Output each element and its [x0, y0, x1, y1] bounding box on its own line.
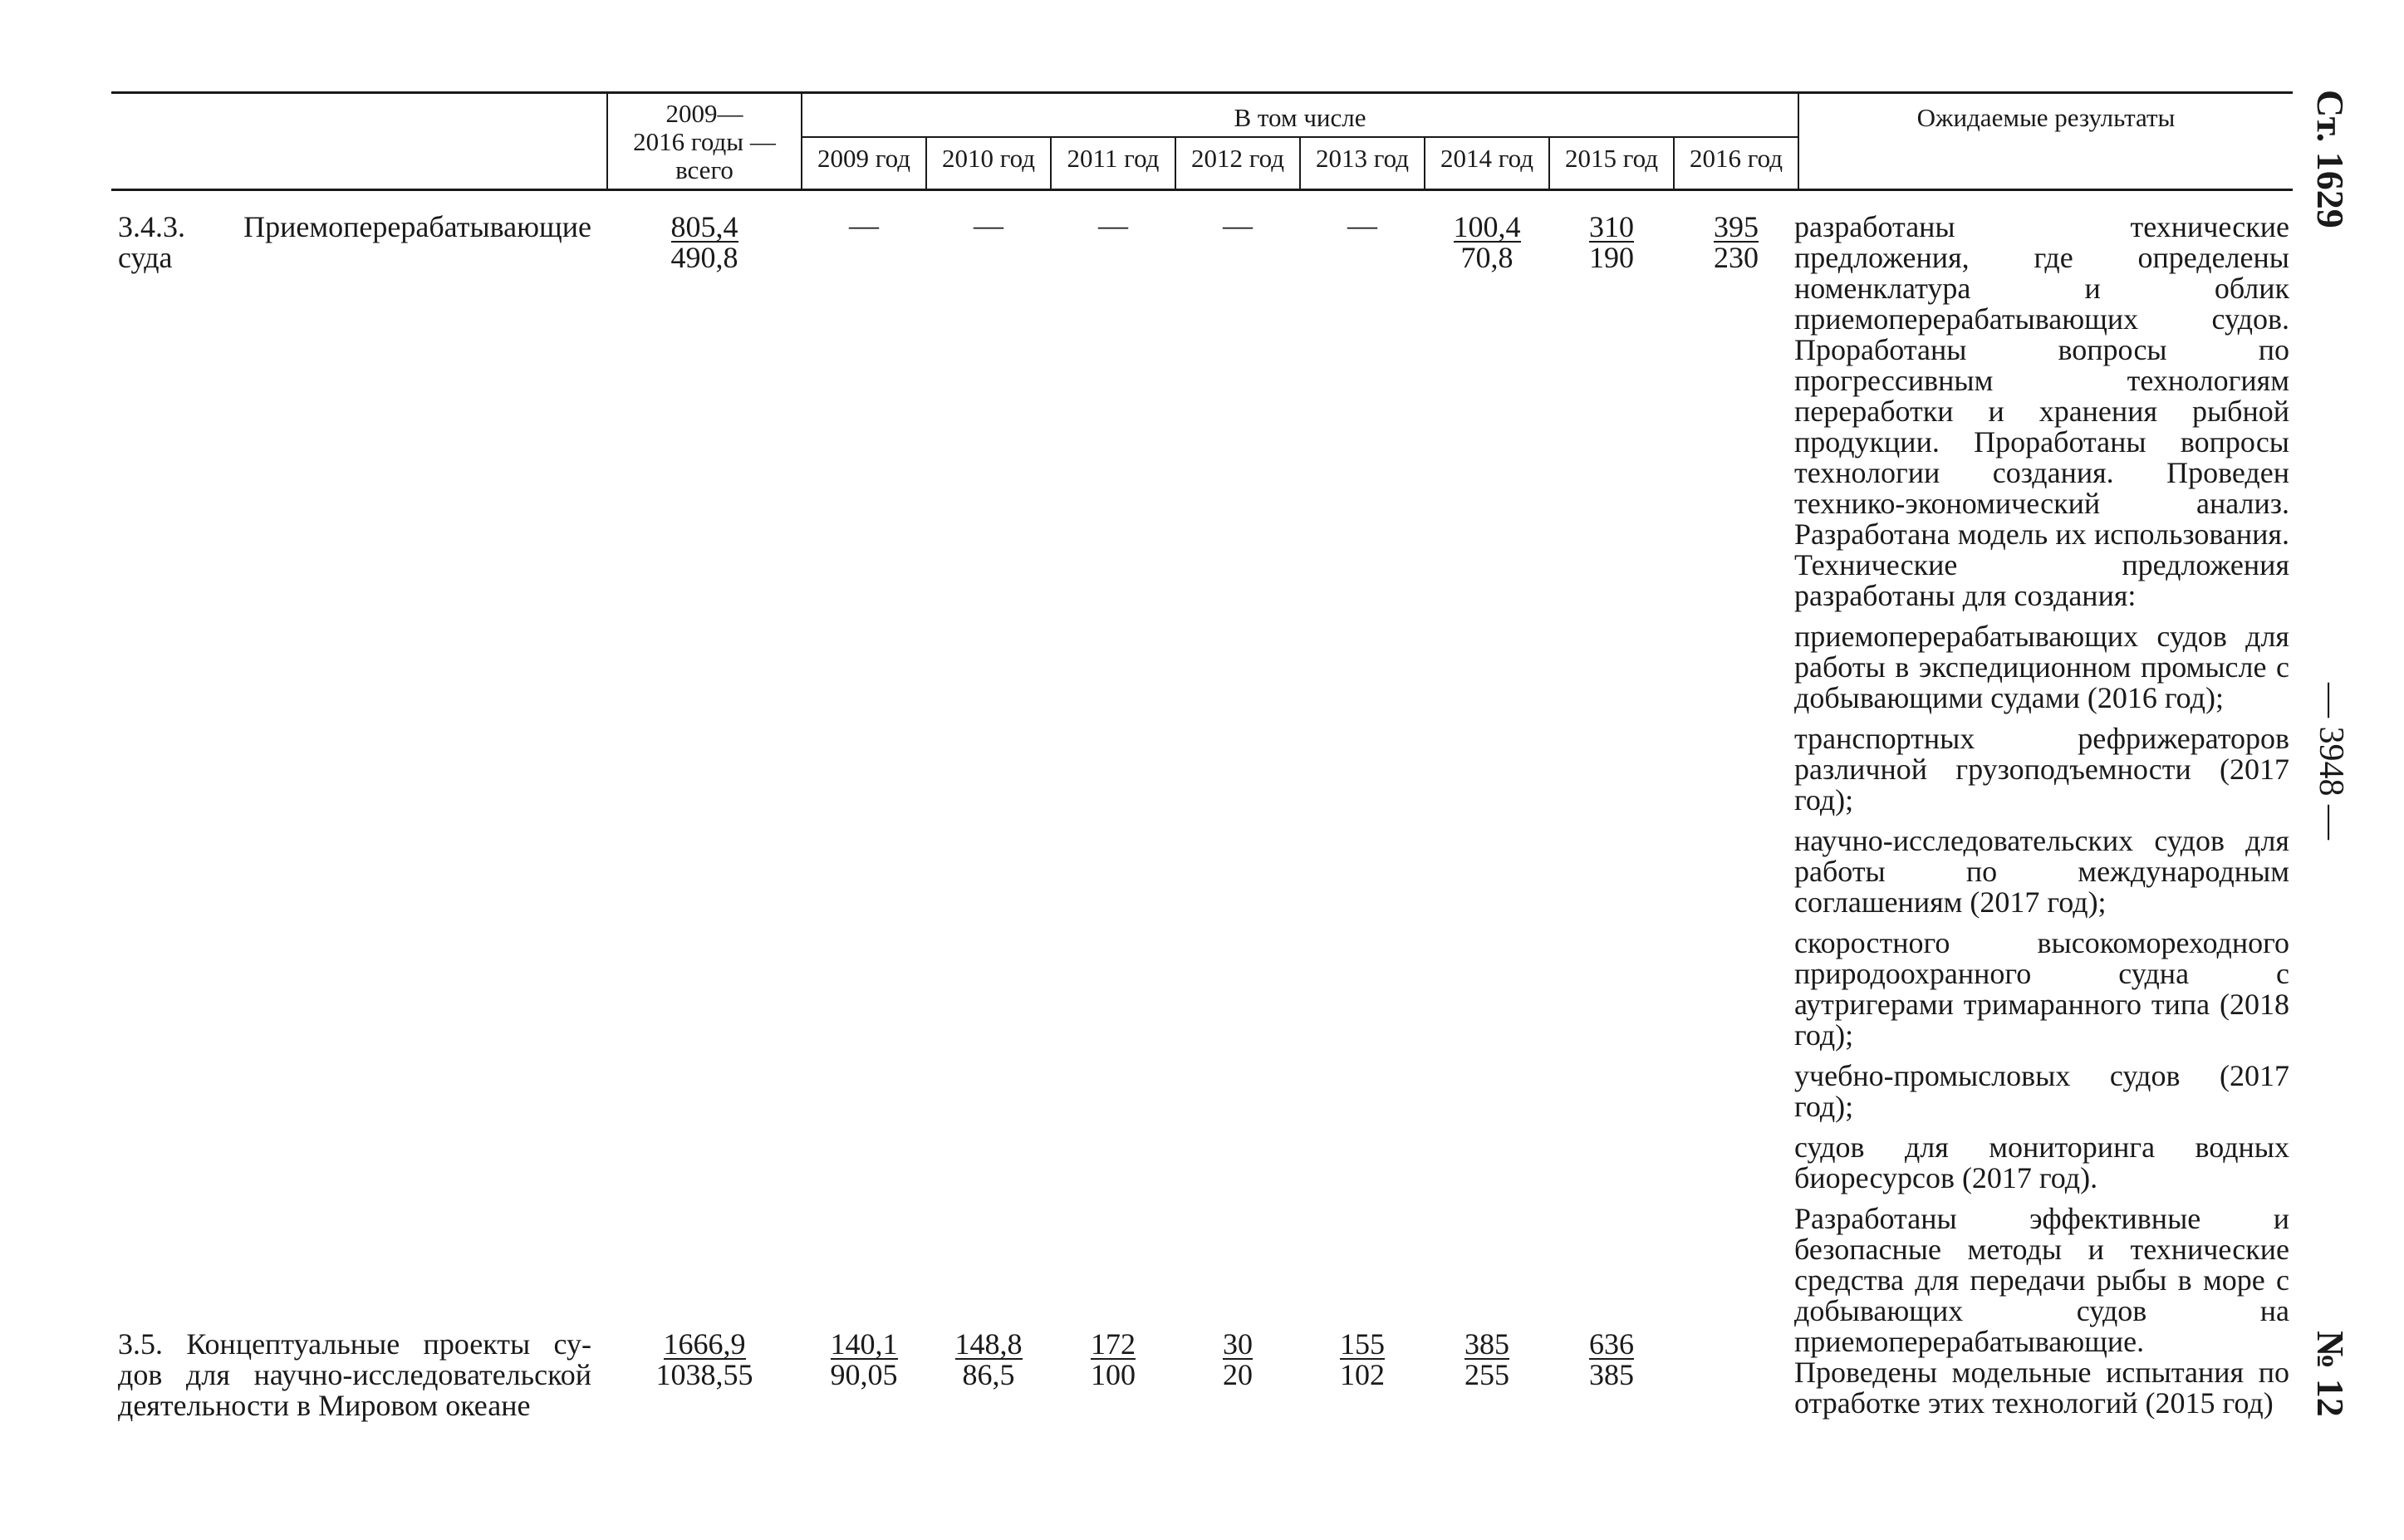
header-year-2013: 2013 год — [1315, 144, 1410, 173]
result-paragraph: научно-исследовательских судов для работы по международным соглашениям (2017 год); — [1794, 824, 2289, 919]
cell-numerator: 30 — [1223, 1327, 1253, 1361]
row-title-line: дов для научно-исследовательской — [118, 1358, 591, 1391]
cell-denominator: 230 — [1714, 241, 1759, 274]
row-title-line: 3.5. Концептуальные проекты су- — [118, 1327, 591, 1361]
cell-2014 — [1425, 1329, 1549, 1390]
cell-numerator: 172 — [1091, 1327, 1136, 1361]
header-year-2010: 2010 год — [941, 144, 1036, 173]
cell-denominator: 20 — [1223, 1358, 1253, 1391]
total-numerator: 1666,9 — [663, 1327, 746, 1361]
result-paragraph: скоростного высокомореходного природоохранного судна с аутригерами тримаранного типа (2018 год); — [1794, 926, 2289, 1052]
cell-denominator: 70,8 — [1460, 241, 1514, 274]
header-year-2009: 2009 год — [817, 144, 911, 173]
cell-denominator: 190 — [1589, 241, 1634, 274]
cell-denominator: 86,5 — [962, 1358, 1015, 1391]
row-number: 3.4.3. — [118, 210, 185, 243]
row-3-5-name — [118, 1329, 591, 1421]
total-denominator: 1038,55 — [655, 1358, 753, 1391]
cell-numerator: 310 — [1589, 210, 1634, 243]
cell-numerator: 395 — [1714, 210, 1759, 243]
page-number: — 3948 — — [2312, 683, 2350, 840]
cell-numerator: 155 — [1340, 1327, 1385, 1361]
cell-denominator: 102 — [1340, 1358, 1385, 1391]
table-top-rule — [111, 91, 2293, 94]
cell-2016 — [1674, 212, 1798, 273]
header-results: Ожидаемые результаты — [1916, 103, 2176, 132]
cell-2015 — [1549, 1329, 1674, 1390]
cell-2012 — [1175, 1329, 1300, 1390]
result-paragraph: транспортных рефрижераторов различной грузоподъемности (2017 год); — [1794, 722, 2289, 817]
cell-numerator: 636 — [1589, 1327, 1634, 1361]
cell-2015 — [1549, 212, 1674, 273]
header-including: В том числе — [1234, 103, 1366, 132]
row-title: Приемоперерабатывающие — [243, 210, 591, 243]
cell-numerator: 148,8 — [954, 1327, 1023, 1361]
cell-2009 — [802, 1329, 926, 1390]
header-year-2014: 2014 год — [1440, 144, 1534, 173]
header-year-2016: 2016 год — [1689, 144, 1783, 173]
result-paragraph: учебно-промысловых судов (2017 год); — [1794, 1059, 2289, 1123]
header-total-column — [608, 100, 801, 184]
cell-2010 — [926, 1329, 1051, 1390]
cell-denominator: 385 — [1589, 1358, 1634, 1391]
cell-numerator: 385 — [1464, 1327, 1509, 1361]
header-total-line: всего — [675, 155, 733, 184]
cell-dash: — — [1347, 208, 1377, 242]
header-year-2012: 2012 год — [1190, 144, 1285, 173]
header-total-line: 2009— — [665, 99, 743, 128]
result-paragraph: разработаны технические предложения, где определены номенклатура и облик приемоперерабатывающих судов. Проработаны вопросы по прогрессивным технологиям переработки и хранения рыбной продукции. Проработаны вопросы технологии создания. Проведен технико-экономический анализ. Разработана модель их использования. Технические предложения разработаны для создания: — [1794, 210, 2289, 612]
cell-dash: — — [1098, 208, 1128, 242]
cell-numerator: 140,1 — [830, 1327, 898, 1361]
cell-denominator: 255 — [1464, 1358, 1509, 1391]
row-3-4-3-results — [1794, 212, 2289, 1429]
cell-denominator: 90,05 — [830, 1358, 898, 1391]
header-year-2015: 2015 год — [1564, 144, 1659, 173]
row-title-continued: суда — [118, 241, 173, 274]
row-title-line: деятельности в Мировом океане — [118, 1389, 531, 1422]
cell-dash: — — [1223, 208, 1253, 242]
cell-2013 — [1300, 1329, 1425, 1390]
cell-2011 — [1051, 1329, 1175, 1390]
cell-dash: — — [849, 208, 879, 242]
cell-numerator: 100,4 — [1453, 210, 1521, 243]
header-total-line: 2016 годы — — [633, 127, 776, 156]
header-bottom-rule — [111, 189, 2293, 191]
article-label: Ст. 1629 — [2309, 90, 2352, 228]
result-paragraph: Разработаны эффективные и безопасные методы и технические средства для передачи рыбы в море с добывающих судов на приемоперерабатывающие. Проведены модельные испытания по отработке этих технологий (2015 год) — [1794, 1202, 2289, 1420]
issue-number: № 12 — [2309, 1331, 2352, 1417]
row-3-4-3-total — [608, 212, 801, 273]
header-year-2011: 2011 год — [1067, 144, 1160, 173]
cell-dash: — — [974, 208, 1003, 242]
result-paragraph: судов для мониторинга водных биоресурсов (2017 год). — [1794, 1130, 2289, 1194]
total-numerator: 805,4 — [670, 210, 738, 243]
total-denominator: 490,8 — [670, 241, 738, 274]
row-3-4-3-name — [118, 212, 591, 273]
cell-denominator: 100 — [1091, 1358, 1136, 1391]
result-paragraph: приемоперерабатывающих судов для работы в экспедиционном промысле с добывающими судами (2016 год); — [1794, 620, 2289, 714]
row-3-5-total — [608, 1329, 801, 1390]
cell-2014 — [1425, 212, 1549, 273]
